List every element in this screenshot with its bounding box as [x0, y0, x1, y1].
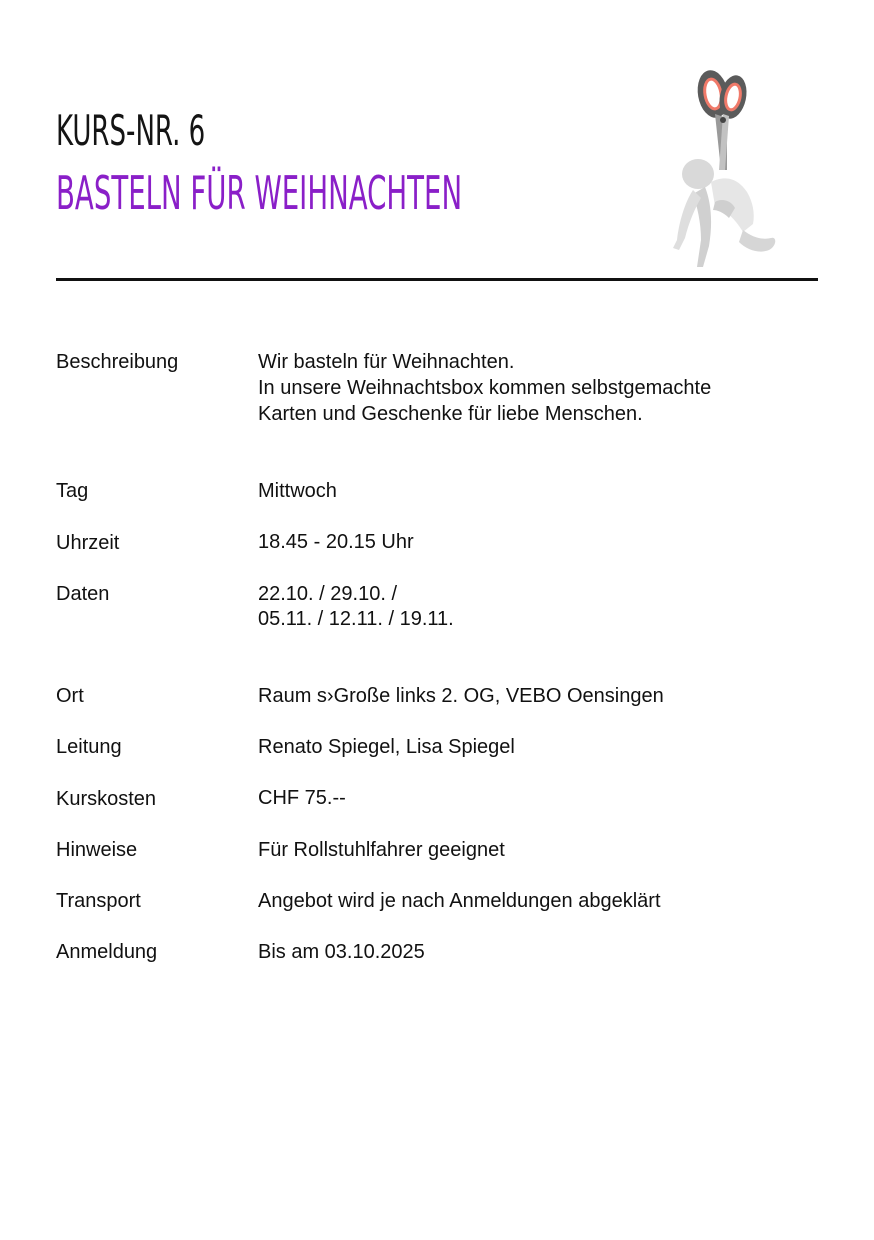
label-leitung: Leitung — [56, 736, 122, 758]
divider — [56, 278, 818, 281]
scissors-icon — [694, 68, 750, 170]
value-kurskosten: CHF 75.-- — [258, 787, 346, 809]
value-beschreibung-line-3: Karten und Geschenke für liebe Menschen. — [258, 403, 643, 425]
label-beschreibung: Beschreibung — [56, 351, 179, 373]
value-anmeldung: Bis am 03.10.2025 — [258, 941, 425, 963]
value-daten-line-1: 22.10. / 29.10. / — [258, 583, 397, 605]
label-kurskosten: Kurskosten — [56, 788, 157, 810]
label-anmeldung: Anmeldung — [56, 941, 158, 963]
label-tag: Tag — [56, 480, 89, 502]
label-hinweise: Hinweise — [56, 839, 138, 861]
value-leitung: Renato Spiegel, Lisa Spiegel — [258, 736, 515, 758]
label-transport: Transport — [56, 890, 141, 912]
label-daten: Daten — [56, 583, 110, 605]
figure-with-scissors-icon — [655, 62, 780, 272]
value-beschreibung-line-1: Wir basteln für Weihnachten. — [258, 351, 515, 373]
value-hinweise: Für Rollstuhlfahrer geeignet — [258, 839, 505, 861]
course-title: BASTELN FÜR WEIHNACHTEN — [56, 166, 463, 220]
value-daten-line-2: 05.11. / 12.11. / 19.11. — [258, 608, 454, 630]
value-tag: Mittwoch — [258, 480, 337, 502]
label-uhrzeit: Uhrzeit — [56, 532, 120, 554]
value-transport: Angebot wird je nach Anmeldungen abgeklärt — [258, 890, 661, 912]
value-beschreibung-line-2: In unsere Weihnachtsbox kommen selbstgemachte — [258, 377, 712, 399]
label-ort: Ort — [56, 685, 84, 707]
value-ort: Raum s›Große links 2. OG, VEBO Oensingen — [258, 685, 664, 707]
value-uhrzeit: 18.45 - 20.15 Uhr — [258, 531, 414, 553]
course-number: KURS-NR. 6 — [56, 106, 206, 155]
figure-icon — [673, 159, 775, 267]
